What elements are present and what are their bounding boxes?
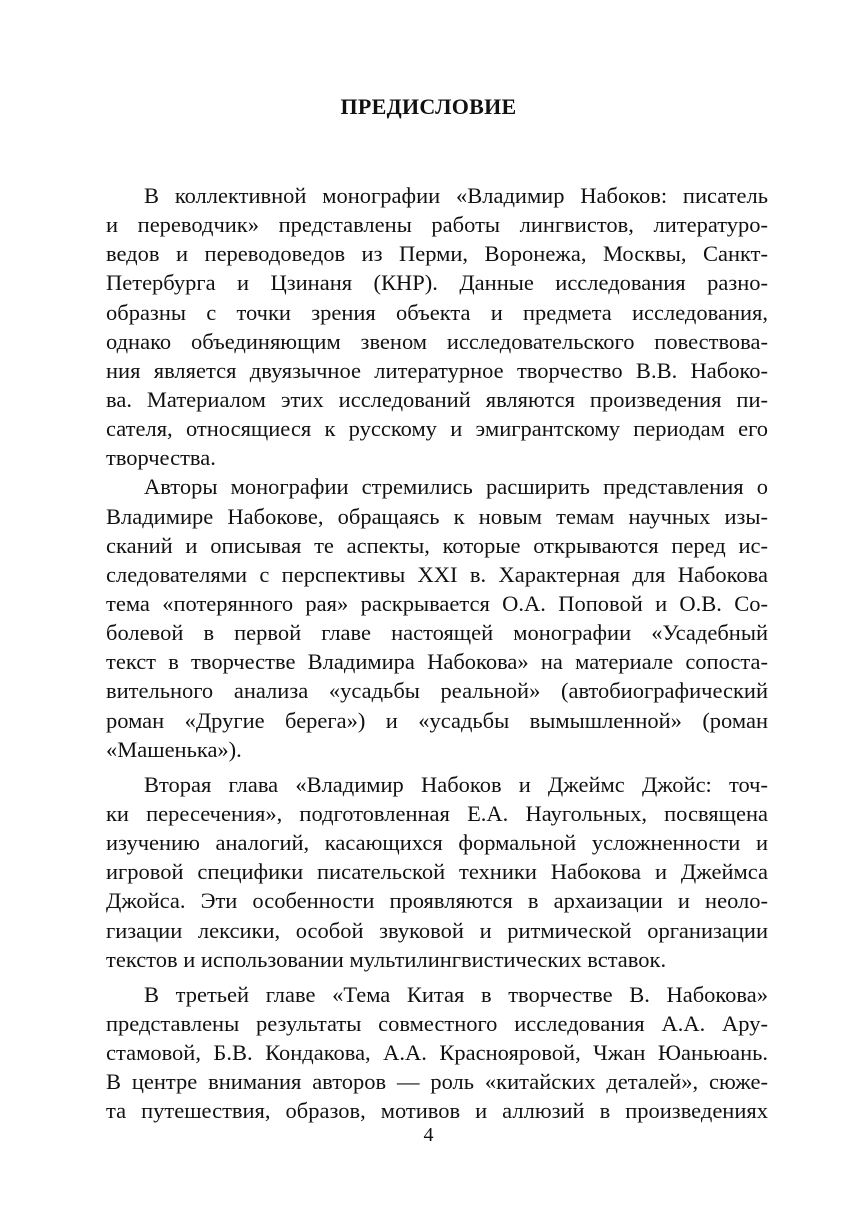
text-line: следователями с перспективы XXI в. Характерная для Набокова — [106, 561, 768, 587]
text-line: гизации лексики, особой звуковой и ритмической организации — [106, 917, 768, 943]
text-line: представлены результаты совместного исследования А.А. Ару- — [106, 1010, 768, 1036]
paragraph — [106, 472, 768, 763]
text-line: сателя, относящиеся к русскому и эмигрантскому периодам его — [106, 416, 768, 442]
text-line: ки пересечения», подготовленная Е.А. Наугольных, посвящена — [106, 800, 768, 826]
text-line: Вторая глава «Владимир Набоков и Джеймс Джойс: точ- — [144, 771, 768, 797]
paragraph — [106, 980, 768, 1126]
paragraph — [106, 770, 768, 974]
text-line: Джойса. Эти особенности проявляются в архаизации и неоло- — [106, 888, 768, 914]
text-line: Авторы монографии стремились расширить представления о — [144, 474, 768, 500]
text-line: образны с точки зрения объекта и предмета исследования, — [106, 299, 768, 325]
text-line: вительного анализа «усадьбы реальной» (автобиографический — [106, 678, 768, 704]
text-line: однако объединяющим звеном исследовательского повествова- — [106, 328, 768, 354]
text-line: «Машенька»). — [106, 736, 242, 762]
text-line: текст в творчестве Владимира Набокова» на материале сопоста- — [106, 649, 768, 675]
text-line: творчества. — [106, 445, 216, 471]
text-line: изучению аналогий, касающихся формальной усложненности и — [106, 830, 768, 856]
body-text — [106, 181, 768, 1126]
text-line: ния является двуязычное литературное творчество В.В. Набоко- — [106, 357, 768, 383]
text-line: текстов и использовании мультилингвистических вставок. — [106, 946, 667, 972]
text-line: Владимире Набокове, обращаясь к новым темам научных изы- — [106, 503, 768, 529]
page-title: ПРЕДИСЛОВИЕ — [340, 94, 517, 119]
text-line: стамовой, Б.В. Кондакова, А.А. Краснояровой, Чжан Юаньюань. — [106, 1040, 768, 1066]
text-line: и переводчик» представлены работы лингвистов, литературо- — [106, 212, 768, 238]
text-line: ва. Материалом этих исследований являются произведения пи- — [106, 386, 768, 412]
paragraph — [106, 181, 768, 472]
text-line: сканий и описывая те аспекты, которые открываются перед ис- — [106, 532, 768, 558]
text-line: ведов и переводоведов из Перми, Воронежа, Москвы, Санкт- — [106, 241, 768, 267]
text-line: В центре внимания авторов — роль «китайских деталей», сюже- — [106, 1069, 768, 1095]
text-line: роман «Другие берега») и «усадьбы вымышленной» (роман — [106, 707, 768, 733]
text-line: Петербурга и Цзинаня (КНР). Данные исследования разно- — [106, 270, 768, 296]
text-line: болевой в первой главе настоящей монографии «Усадебный — [106, 620, 768, 646]
page-number: 4 — [423, 1124, 434, 1146]
text-line: В коллективной монографии «Владимир Набоков: писатель — [144, 183, 768, 208]
text-line: та путешествия, образов, мотивов и аллюзий в произведениях — [106, 1098, 768, 1124]
text-line: В третьей главе «Тема Китая в творчестве В. Набокова» — [144, 981, 768, 1007]
text-line: игровой специфики писательской техники Набокова и Джеймса — [106, 859, 768, 885]
text-line: тема «потерянного рая» раскрывается О.А. Поповой и О.В. Со- — [106, 590, 768, 616]
